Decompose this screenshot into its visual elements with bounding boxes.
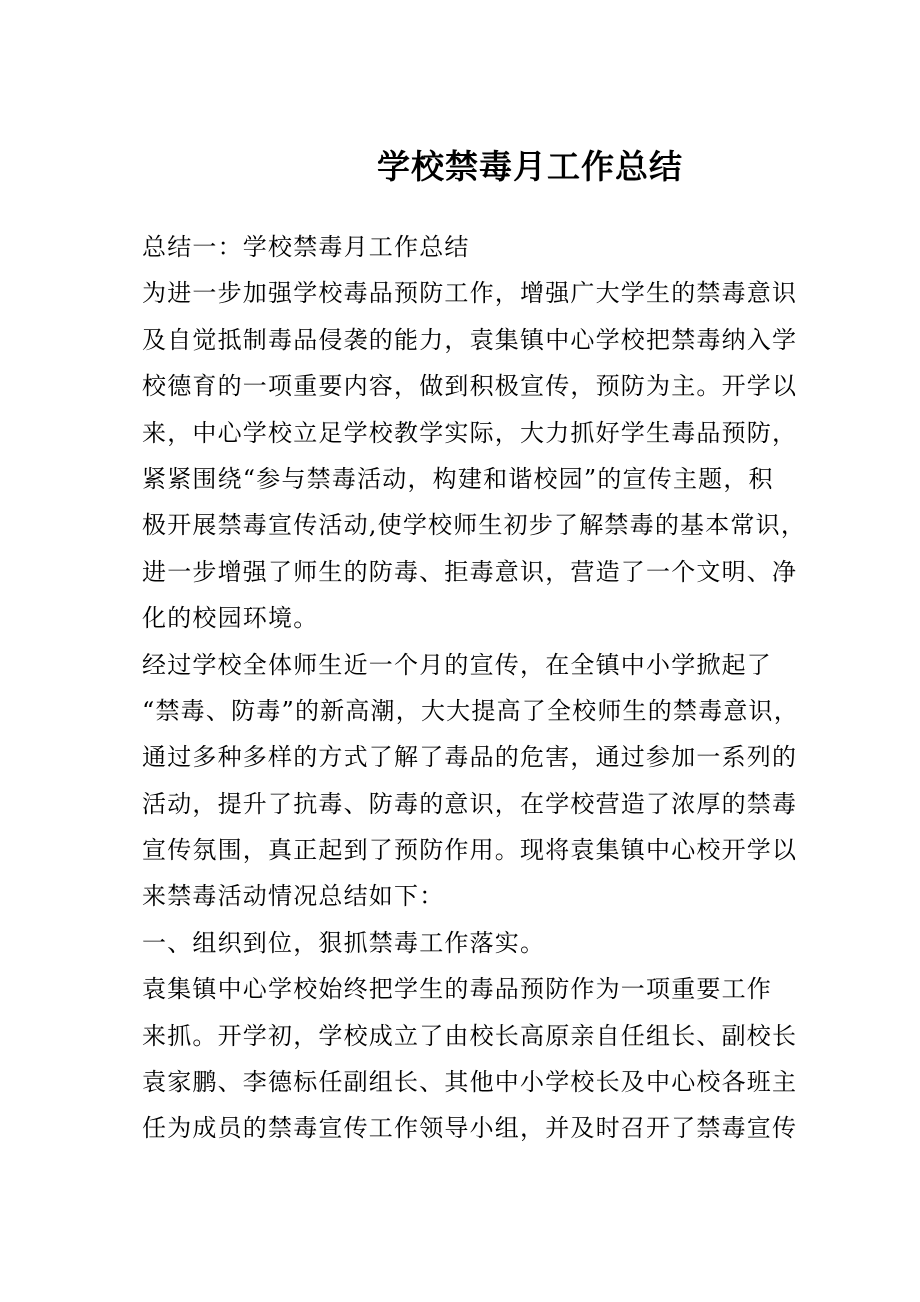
- text-line: 任为成员的禁毒宣传工作领导小组，并及时召开了禁毒宣传: [142, 1114, 798, 1143]
- text-line: 化的校园环境。: [142, 604, 319, 633]
- text-line: 总结一：学校禁毒月工作总结: [142, 233, 470, 261]
- document-body: [142, 224, 807, 1152]
- text-line: 来抓。开学初，学校成立了由校长高原亲自任组长、副校长: [142, 1021, 798, 1050]
- text-line: 来，中心学校立足学校教学实际，大力抓好学生毒品预防，: [142, 418, 798, 447]
- text-line: 极开展禁毒宣传活动,使学校师生初步了解禁毒的基本常识，: [142, 511, 807, 540]
- text-line: 经过学校全体师生近一个月的宣传，在全镇中小学掀起了: [142, 650, 772, 679]
- text-line: 袁家鹏、李德标任副组长、其他中小学校长及中心校各班主: [142, 1068, 798, 1097]
- text-line: 宣传氛围，真正起到了预防作用。现将袁集镇中心校开学以: [142, 836, 798, 865]
- section-heading: 一、组织到位，狠抓禁毒工作落实。: [142, 928, 546, 957]
- text-line: 校德育的一项重要内容，做到积极宣传，预防为主。开学以: [142, 372, 798, 401]
- text-line: 来禁毒活动情况总结如下：: [142, 882, 445, 911]
- text-line: 袁集镇中心学校始终把学生的毒品预防作为一项重要工作: [142, 975, 772, 1004]
- text-line: 及自觉抵制毒品侵袭的能力，袁集镇中心学校把禁毒纳入学: [142, 325, 798, 354]
- text-line: “禁毒、防毒”的新高潮，大大提高了全校师生的禁毒意识，: [142, 696, 799, 725]
- text-line: 通过多种多样的方式了解了毒品的危害，通过参加一系列的: [142, 743, 798, 772]
- text-line: 紧紧围绕“参与禁毒活动，构建和谐校园”的宣传主题，积: [142, 464, 774, 493]
- document-title: 学校禁毒月工作总结: [377, 147, 683, 186]
- text-line: 为进一步加强学校毒品预防工作，增强广大学生的禁毒意识: [142, 279, 798, 308]
- text-line: 进一步增强了师生的防毒、拒毒意识，营造了一个文明、净: [142, 557, 798, 586]
- text-line: 活动，提升了抗毒、防毒的意识，在学校营造了浓厚的禁毒: [142, 789, 798, 818]
